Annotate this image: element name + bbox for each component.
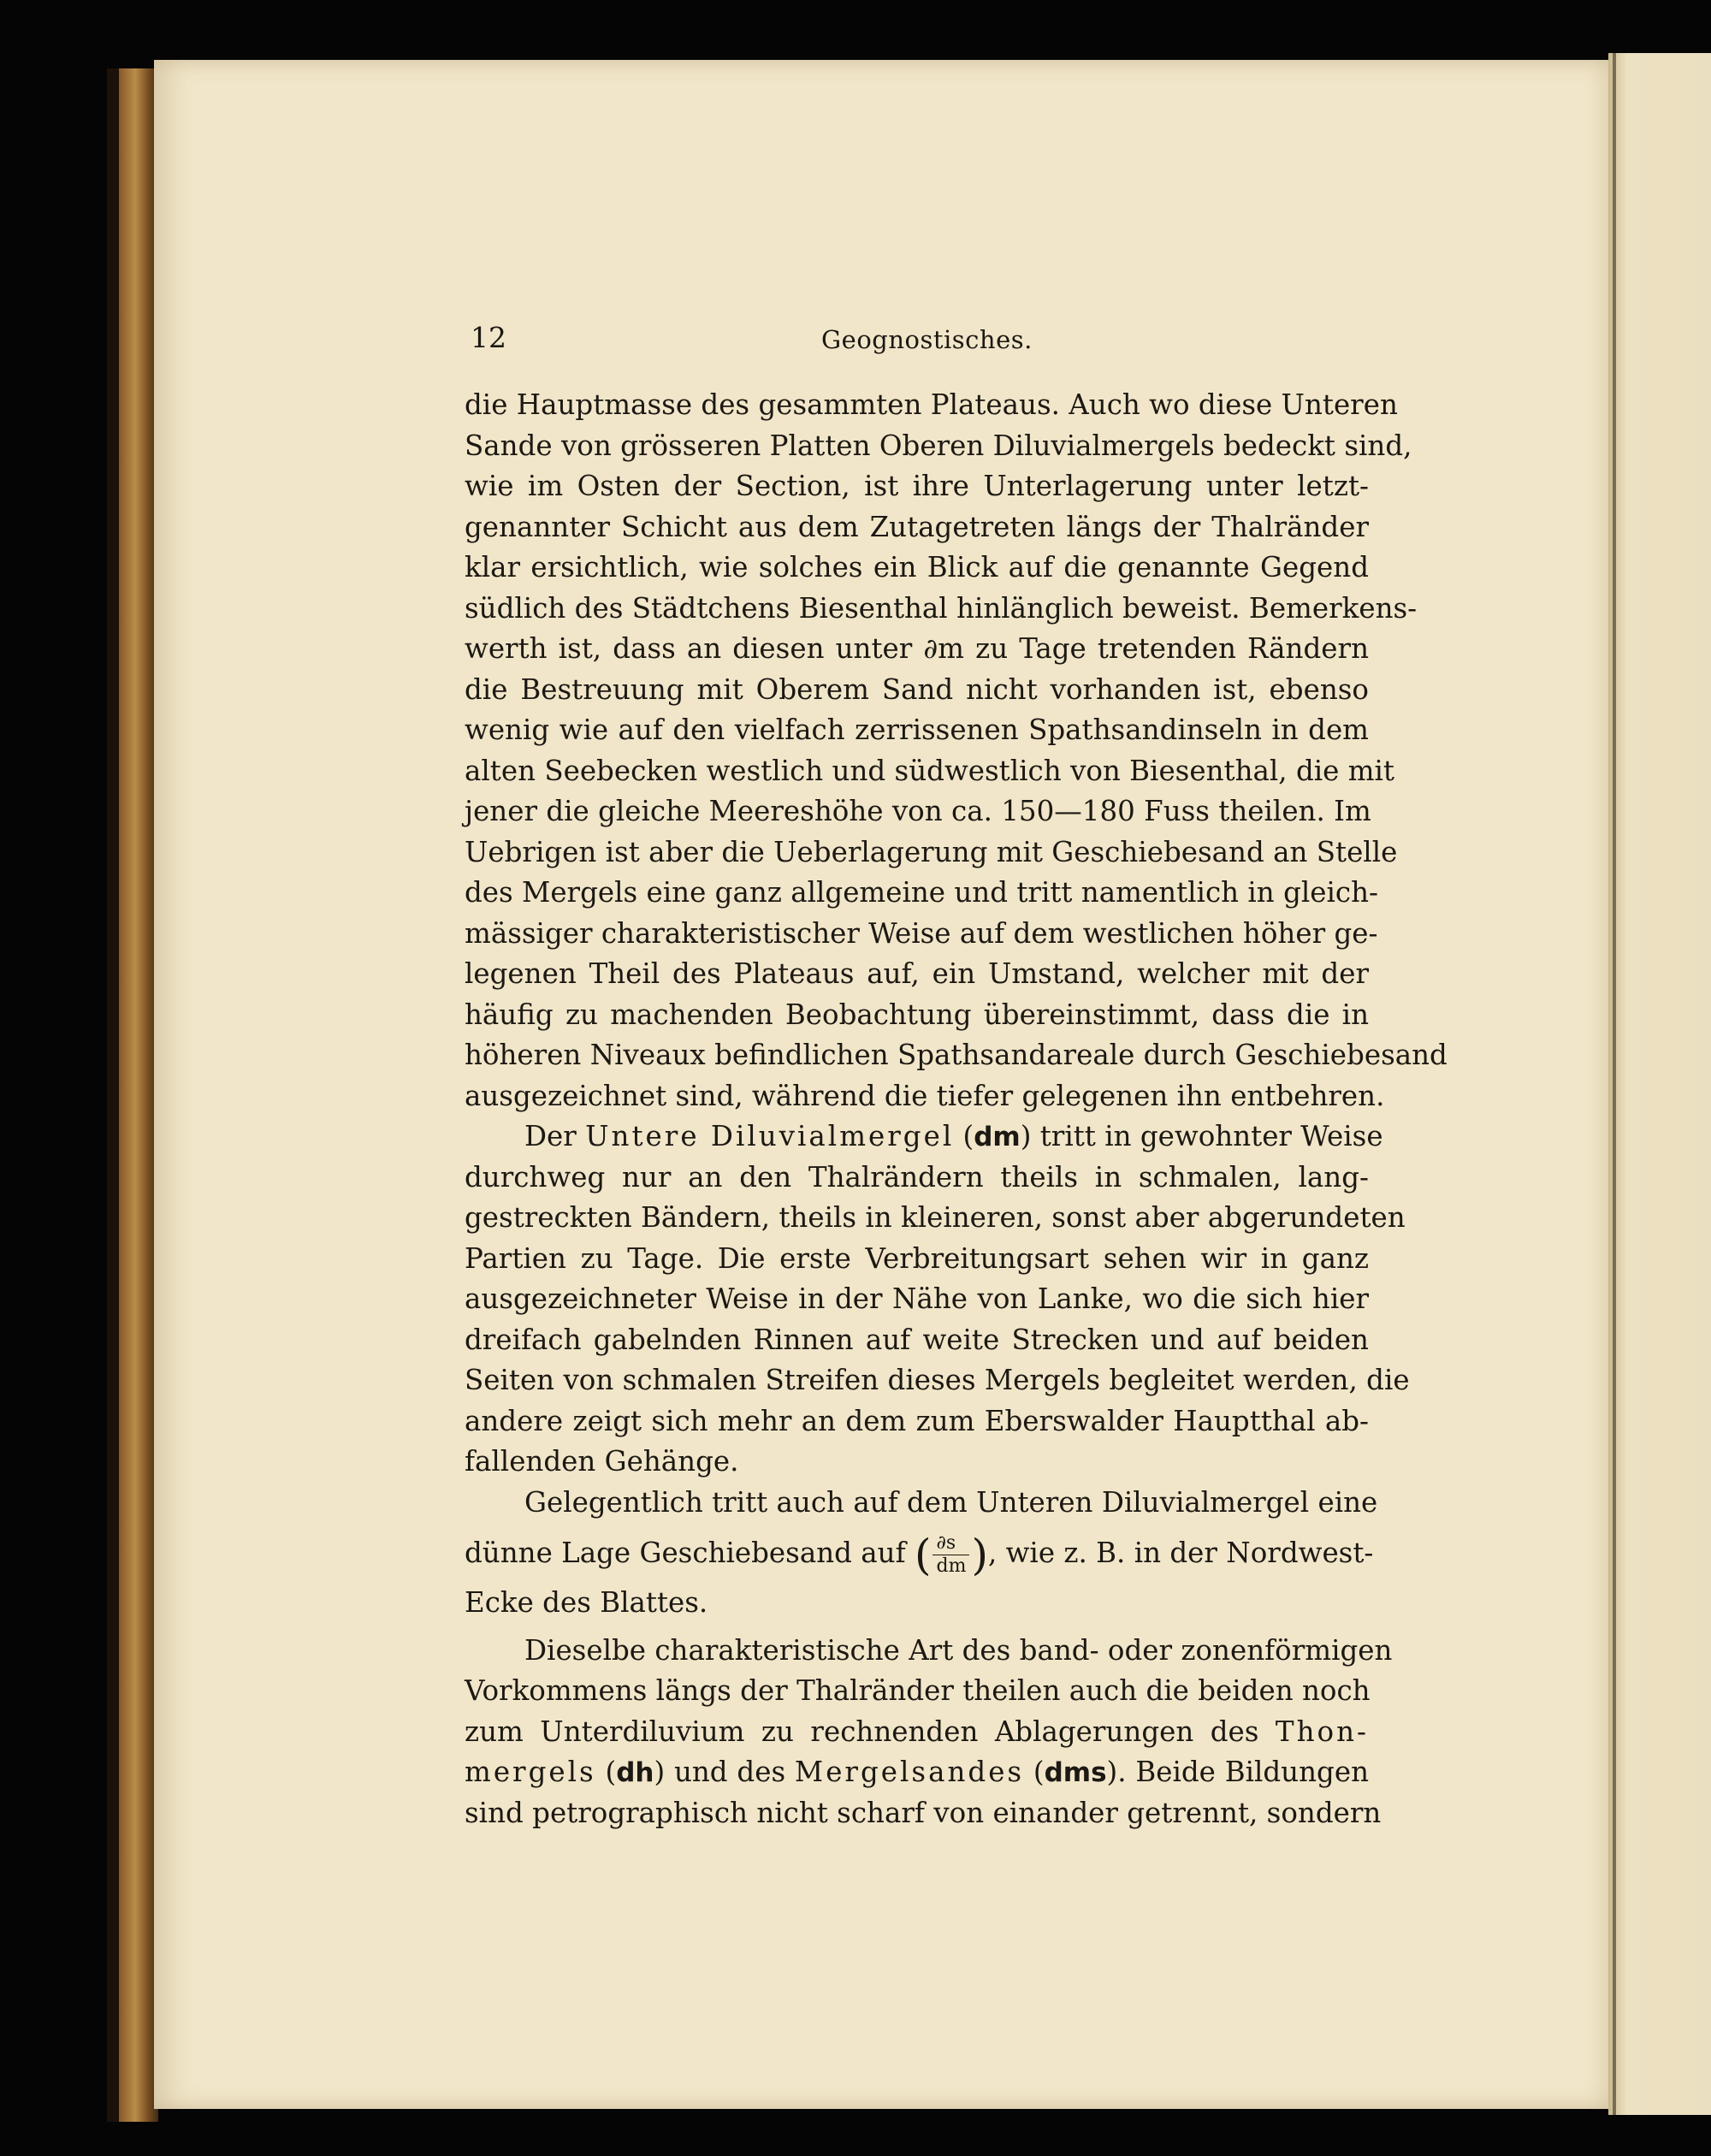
gutter-line xyxy=(1613,53,1616,2115)
text-line: die Hauptmasse des gesammten Plateaus. Auch wo diese Unteren xyxy=(465,388,1398,421)
text-run: tritt in gewohnter Weise xyxy=(1039,1120,1383,1152)
text-line: Gelegentlich tritt auch auf dem Unteren Diluvialmergel eine xyxy=(524,1485,1378,1519)
text-line: wenig wie auf den vielfach zerrissenen Spathsandinseln in dem xyxy=(465,714,1369,746)
text-line: des Mergels eine ganz allgemeine und tritt namentlich in gleich- xyxy=(465,876,1379,909)
text-line: alten Seebecken westlich und südwestlich von Biesenthal, die mit xyxy=(465,754,1394,787)
text-line: fallenden Gehänge. xyxy=(465,1445,739,1478)
spaced-term: Thon- xyxy=(1275,1715,1369,1748)
text-line: höheren Niveaux befindlichen Spathsandareale durch Geschiebesand xyxy=(465,1039,1448,1071)
map-symbol: dms xyxy=(1044,1757,1107,1788)
text-run: zum Unterdiluvium zu rechnenden Ablagerungen des xyxy=(465,1715,1259,1748)
running-head: Geognostisches. xyxy=(821,325,1033,354)
text-line: Partien zu Tage. Die erste Verbreitungsart sehen wir in ganz xyxy=(465,1241,1369,1275)
map-symbol: dm xyxy=(974,1122,1021,1152)
text-run: Der xyxy=(524,1120,577,1152)
text-line: die Bestreuung mit Oberem Sand nicht vorhanden ist, ebenso xyxy=(465,672,1369,706)
text-line: andere zeigt sich mehr an dem zum Eberswalder Hauptthal ab- xyxy=(465,1404,1369,1437)
text-run: und des xyxy=(673,1756,786,1788)
binding-shadow xyxy=(107,68,119,2122)
text-line: gestreckten Bändern, theils in kleineren, sonst aber abgerundeten xyxy=(465,1201,1406,1234)
text-line: südlich des Städtchens Biesenthal hinlänglich beweist. Bemerkens- xyxy=(465,591,1418,625)
text-line: Seiten von schmalen Streifen dieses Mergels begleitet werden, die xyxy=(465,1364,1410,1396)
text-line: sind petrographisch nicht scharf von einander getrennt, sondern xyxy=(465,1796,1382,1829)
map-symbol: dh xyxy=(616,1757,654,1788)
spaced-term: Mergelsandes xyxy=(794,1756,1025,1788)
text-line: Der Untere Diluvialmergel (dm) tritt in gewohnter Weise xyxy=(524,1120,1383,1152)
fraction xyxy=(932,1532,969,1578)
fraction-numerator: ∂s xyxy=(932,1532,969,1555)
fraction-denominator: dm xyxy=(936,1555,967,1577)
text-run: dünne Lage Geschiebesand auf xyxy=(465,1537,906,1569)
page-header xyxy=(471,321,1369,364)
facing-page-edge xyxy=(1608,53,1711,2115)
spaced-term: mergels xyxy=(465,1756,596,1788)
text-line xyxy=(465,1523,1374,1583)
text-line: ausgezeichneter Weise in der Nähe von Lanke, wo die sich hier xyxy=(465,1282,1369,1315)
text-line: Ecke des Blattes. xyxy=(465,1586,708,1619)
paragraph-3 xyxy=(465,1483,1378,1624)
text-line: häufig zu machenden Beobachtung übereinstimmt, dass die in xyxy=(465,998,1369,1031)
text-run: , wie z. B. in der Nordwest- xyxy=(987,1537,1374,1569)
text-line: dreifach gabelnden Rinnen auf weite Strecken und auf beiden xyxy=(465,1323,1369,1356)
text-line: mergels (dh) und des Mergelsandes (dms). Beide Bildungen xyxy=(465,1756,1370,1788)
text-line xyxy=(465,1712,1369,1753)
text-line: durchweg nur an den Thalrändern theils in schmalen, lang- xyxy=(465,1160,1369,1194)
text-line: wie im Osten der Section, ist ihre Unterlagerung unter letzt- xyxy=(465,470,1369,502)
text-line: Vorkommens längs der Thalränder theilen auch die beiden noch xyxy=(465,1674,1371,1707)
text-line: mässiger charakteristischer Weise auf dem westlichen höher ge- xyxy=(465,916,1378,950)
text-line: klar ersichtlich, wie solches ein Blick auf die genannte Gegend xyxy=(465,551,1369,583)
text-line: jener die gleiche Meereshöhe von ca. 150—180 Fuss theilen. Im xyxy=(465,795,1371,827)
paragraph-2 xyxy=(465,1116,1410,1483)
text-line: werth ist, dass an diesen unter ∂m zu Tage tretenden Rändern xyxy=(465,632,1369,665)
text-line: legenen Theil des Plateaus auf, ein Umstand, welcher mit der xyxy=(465,957,1369,990)
text-line: genannter Schicht aus dem Zutagetreten längs der Thalränder xyxy=(465,510,1369,543)
body-text xyxy=(465,385,1448,1833)
paragraph-1 xyxy=(465,385,1448,1116)
text-line: ausgezeichnet sind, während die tiefer gelegenen ihn entbehren. xyxy=(465,1079,1385,1112)
text-line: Dieselbe charakteristische Art des band- oder zonenförmigen xyxy=(524,1633,1393,1667)
paragraph-4 xyxy=(465,1631,1393,1834)
text-line: Sande von grösseren Platten Oberen Diluvialmergels bedeckt sind, xyxy=(465,429,1412,462)
paren-open: ( xyxy=(914,1530,932,1580)
paren-close: ) xyxy=(971,1530,988,1580)
page-number: 12 xyxy=(471,321,506,354)
text-line: Uebrigen ist aber die Ueberlagerung mit Geschiebesand an Stelle xyxy=(465,835,1398,868)
spaced-term: Untere Diluvialmergel xyxy=(585,1120,955,1152)
text-run: Beide Bildungen xyxy=(1135,1756,1370,1788)
paragraph-gap xyxy=(465,1624,1369,1631)
